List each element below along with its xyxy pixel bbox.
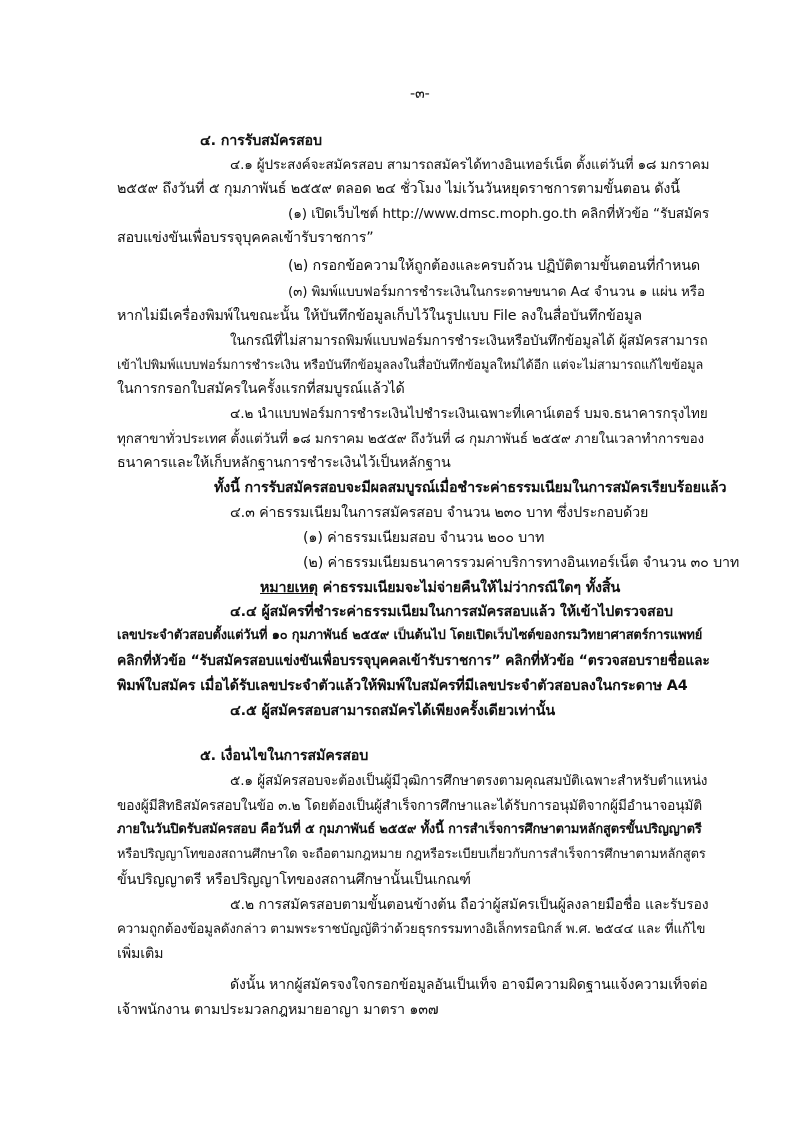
paragraph-4-1-line: ๔.๑ ผู้ประสงค์จะสมัครสอบ สามารถสมัครได้ทางอินเทอร์เน็ต ตั้งแต่วันที่ ๑๘ มกราคม [230, 157, 710, 173]
step-3-line: หากไม่มีเครื่องพิมพ์ในขณะนั้น ให้บันทึกข้อมูลเก็บไว้ในรูปแบบ File ลงในสื่อบันทึกข้อมูล [117, 308, 642, 324]
paragraph-5-2-line: เพิ่มเติม [117, 946, 164, 962]
fee-item-2: (๒) ค่าธรรมเนียมธนาคารรวมค่าบริการทางอินเทอร์เน็ต จำนวน ๓๐ บาท [303, 555, 740, 571]
remark-label: หมายเหตุ [260, 580, 318, 596]
paragraph-5-1-line: ภายในวันปิดรับสมัครสอบ คือวันที่ ๕ กุมภาพันธ์ ๒๕๕๙ ทั้งนี้ การสำเร็จการศึกษาตามหลักสูตรขั้นปริญญาตรี [117, 822, 702, 837]
paragraph-4-2-line: ๔.๒ นำแบบฟอร์มการชำระเงินไปชำระเงินเฉพาะที่เคาน์เตอร์ บมจ.ธนาคารกรุงไทย [230, 406, 708, 422]
paragraph-4-4-line: คลิกที่หัวข้อ “รับสมัครสอบแข่งขันเพื่อบรรจุบุคคลเข้ารับราชการ” คลิกที่หัวข้อ “ตรวจสอบรายชื่อและ [117, 653, 710, 669]
paragraph-4-4-line: ๔.๔ ผู้สมัครที่ชำระค่าธรรมเนียมในการสมัครสอบแล้ว ให้เข้าไปตรวจสอบ [230, 604, 673, 620]
step-1-line: สอบแข่งขันเพื่อบรรจุบุคคลเข้ารับราชการ” [117, 230, 374, 246]
paragraph-5-1-line: ๕.๑ ผู้สมัครสอบจะต้องเป็นผู้มีวุฒิการศึกษาตรงตามคุณสมบัติเฉพาะสำหรับตำแหน่ง [230, 773, 708, 789]
paragraph-5-1-line: ของผู้มีสิทธิสมัครสอบในข้อ ๓.๒ โดยต้องเป็นผู้สำเร็จการศึกษาและได้รับการอนุมัติจากผู้มีอำนาจอนุมัติ [117, 798, 703, 814]
case-note-line: เข้าไปพิมพ์แบบฟอร์มการชำระเงิน หรือบันทึกข้อมูลลงในสื่อบันทึกข้อมูลใหม่ได้อีก แต่จะไม่สามารถแก้ไขข้อมูล [117, 357, 704, 372]
paragraph-4-4-line: พิมพ์ใบสมัคร เมื่อได้รับเลขประจำตัวแล้วให้พิมพ์ใบสมัครที่มีเลขประจำตัวสอบลงในกระดาษ A4 [117, 678, 688, 694]
completion-note: ทั้งนี้ การรับสมัครสอบจะมีผลสมบูรณ์เมื่อชำระค่าธรรมเนียมในการสมัครเรียบร้อยแล้ว [214, 480, 727, 496]
paragraph-5-2-line: ๕.๒ การสมัครสอบตามขั้นตอนข้างต้น ถือว่าผู้สมัครเป็นผู้ลงลายมือชื่อ และรับรอง [230, 897, 709, 913]
paragraph-4-4-line: เลขประจำตัวสอบตั้งแต่วันที่ ๑๐ กุมภาพันธ์ ๒๕๕๙ เป็นต้นไป โดยเปิดเว็บไซต์ของกรมวิทยาศาสตร์การแพทย์ [117, 628, 703, 643]
paragraph-5-3-line: ดังนั้น หากผู้สมัครจงใจกรอกข้อมูลอันเป็นเท็จ อาจมีความผิดฐานแจ้งความเท็จต่อ [230, 977, 708, 993]
paragraph-5-1-line: ขั้นปริญญาตรี หรือปริญญาโทของสถานศึกษานั้นเป็นเกณฑ์ [117, 872, 471, 888]
case-note-line: ในกรณีที่ไม่สามารถพิมพ์แบบฟอร์มการชำระเงินหรือบันทึกข้อมูลได้ ผู้สมัครสามารถ [230, 333, 708, 349]
paragraph-5-2-line: ความถูกต้องข้อมูลดังกล่าว ตามพระราชบัญญัติว่าด้วยธุรกรรมทางอิเล็กทรอนิกส์ พ.ศ. ๒๕๔๔ และ ที่แก้ไข [117, 922, 706, 937]
step-3-line: (๓) พิมพ์แบบฟอร์มการชำระเงินในกระดาษขนาด A๔ จำนวน ๑ แผ่น หรือ [288, 284, 705, 300]
paragraph-5-3-line: เจ้าพนักงาน ตามประมวลกฎหมายอาญา มาตรา ๑๓๗ [117, 1002, 439, 1018]
paragraph-4-2-line: ทุกสาขาทั่วประเทศ ตั้งแต่วันที่ ๑๘ มกราคม ๒๕๕๙ ถึงวันที่ ๘ กุมภาพันธ์ ๒๕๕๙ ภายในเวลาทำการของ [117, 431, 704, 447]
paragraph-5-1-line: หรือปริญญาโทของสถานศึกษาใด จะถือตามกฎหมาย กฎหรือระเบียบเกี่ยวกับการสำเร็จการศึกษาตามหลักสูตร [117, 847, 706, 862]
remark-text: ค่าธรรมเนียมจะไม่จ่ายคืนให้ไม่ว่ากรณีใดๆ ทั้งสิ้น [317, 580, 621, 596]
remark [260, 578, 620, 598]
step-2: (๒) กรอกข้อความให้ถูกต้องและครบถ้วน ปฏิบัติตามขั้นตอนที่กำหนด [288, 258, 701, 274]
section-5-heading: ๕. เงื่อนไขในการสมัครสอบ [200, 748, 369, 764]
section-4-heading: ๔. การรับสมัครสอบ [200, 133, 322, 149]
step-1-line: (๑) เปิดเว็บไซต์ http://www.dmsc.moph.go.th คลิกที่หัวข้อ “รับสมัคร [288, 206, 710, 222]
paragraph-4-1-line: ๒๕๕๙ ถึงวันที่ ๕ กุมภาพันธ์ ๒๕๕๙ ตลอด ๒๔ ชั่วโมง ไม่เว้นวันหยุดราชการตามขั้นตอน ดังนี้ [117, 181, 680, 197]
paragraph-4-3: ๔.๓ ค่าธรรมเนียมในการสมัครสอบ จำนวน ๒๓๐ บาท ซึ่งประกอบด้วย [230, 505, 649, 521]
page-number: -๓- [410, 86, 430, 102]
paragraph-4-5: ๔.๕ ผู้สมัครสอบสามารถสมัครได้เพียงครั้งเดียวเท่านั้น [230, 703, 555, 719]
fee-item-1: (๑) ค่าธรรมเนียมสอบ จำนวน ๒๐๐ บาท [303, 530, 545, 546]
case-note-line: ในการกรอกใบสมัครในครั้งแรกที่สมบูรณ์แล้วได้ [117, 381, 405, 397]
paragraph-4-2-line: ธนาคารและให้เก็บหลักฐานการชำระเงินไว้เป็นหลักฐาน [117, 455, 451, 471]
